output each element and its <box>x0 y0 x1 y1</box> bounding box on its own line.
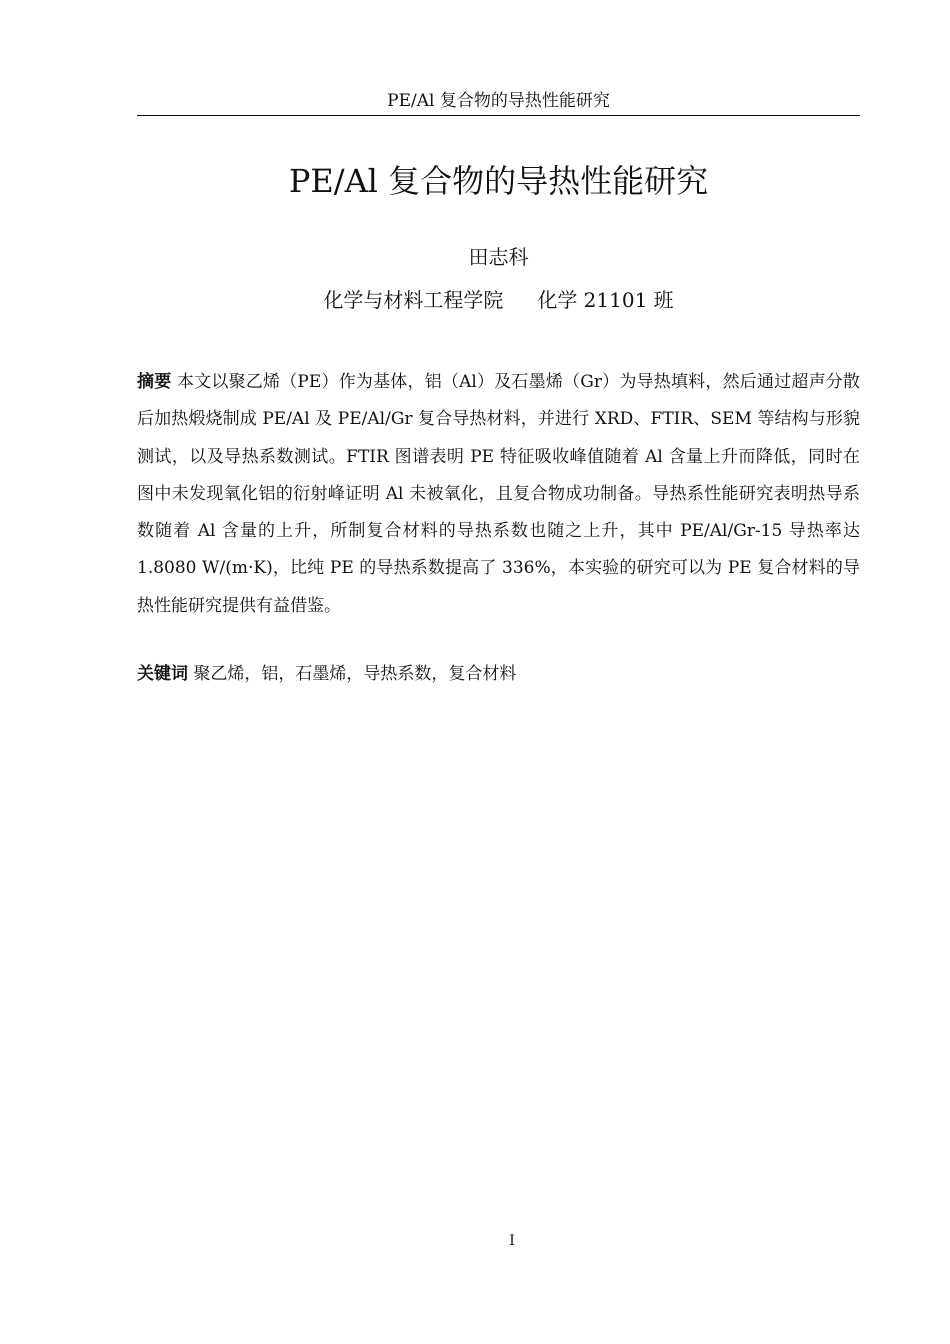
running-header: PE/Al 复合物的导热性能研究 <box>387 91 610 111</box>
affiliation-school: 化学与材料工程学院 <box>323 288 504 312</box>
abstract-label: 摘要 <box>137 372 172 392</box>
author-affiliation <box>137 286 860 314</box>
keywords-label: 关键词 <box>137 664 188 684</box>
page-number: I <box>509 1233 515 1249</box>
header-rule <box>137 115 860 116</box>
keywords <box>137 659 860 689</box>
abstract-text: 本文以聚乙烯（PE）作为基体，铝（Al）及石墨烯（Gr）为导热填料，然后通过超声分散后加热煅烧制成 PE/Al 及 PE/Al/Gr 复合导热材料，并进行 XRD、FTIR、SEM 等结构与形貌测试，以及导热系数测试。FTIR 图谱表明 PE 特征吸收峰值随着 Al 含量上升而降低，同时在图中未发现氧化铝的衍射峰证明 Al 未被氧化，且复合物成功制备。导热系性能研究表明热导系数随着 Al 含量的上升，所制复合材料的导热系数也随之上升，其中 PE/Al/Gr-15 导热率达 1.8080 W/(m·K)，比纯 PE 的导热系数提高了 336%，本实验的研究可以为 PE 复合材料的导热性能研究提供有益借鉴。 <box>137 372 860 616</box>
paper-title: PE/Al 复合物的导热性能研究 <box>288 162 709 201</box>
affiliation-class: 化学 21101 班 <box>537 288 674 312</box>
author-name: 田志科 <box>468 245 529 269</box>
keywords-text: 聚乙烯，铝，石墨烯，导热系数，复合材料 <box>193 664 517 684</box>
abstract <box>137 364 860 625</box>
